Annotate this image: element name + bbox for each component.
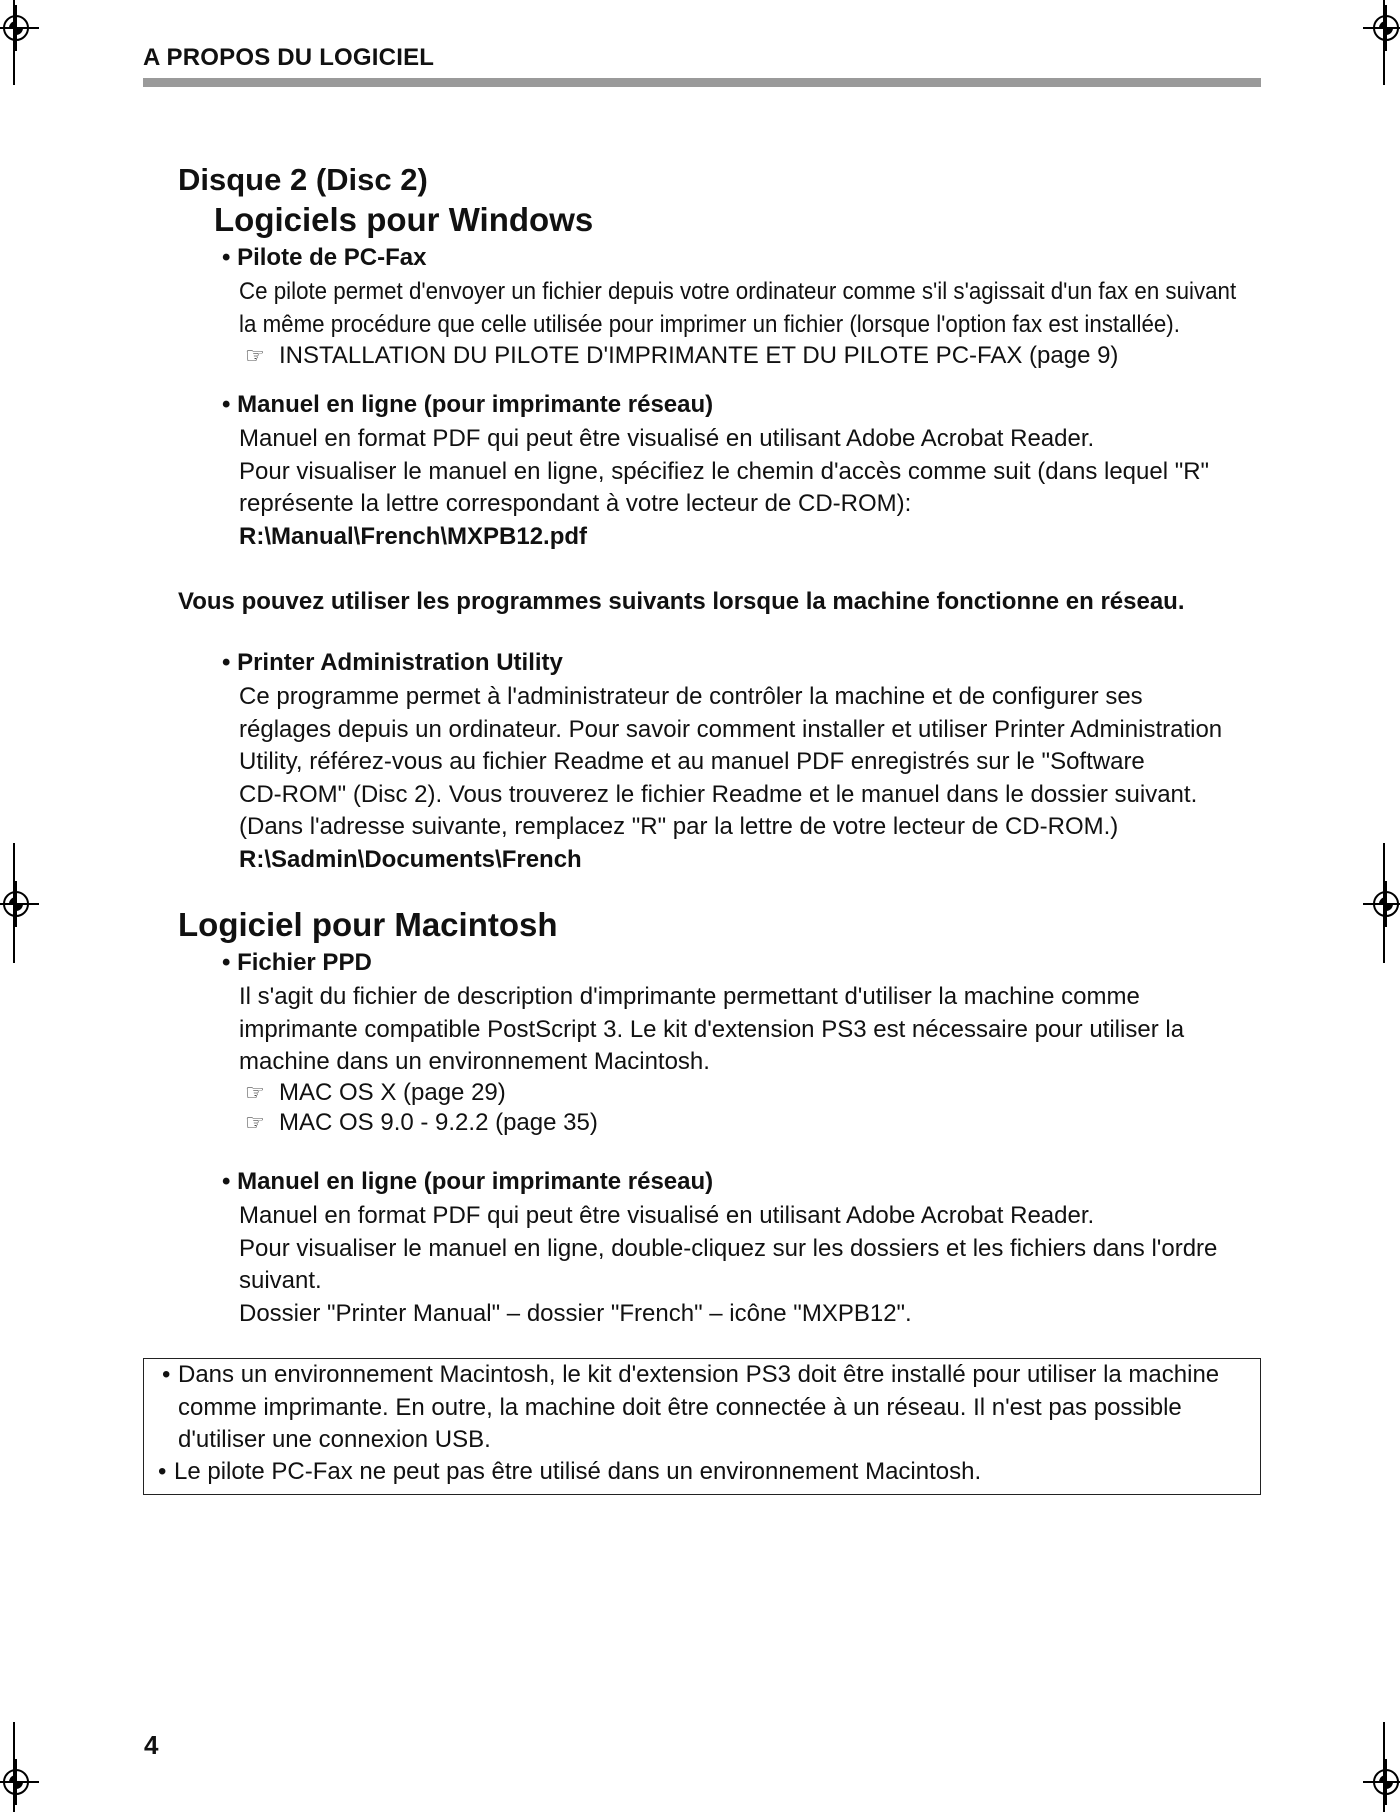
text-line: représente la lettre correspondant à votre lecteur de CD-ROM): — [239, 490, 912, 517]
text-line: Dossier "Printer Manual" – dossier "French" – icône "MXPB12". — [239, 1299, 912, 1327]
reference-text: MAC OS 9.0 - 9.2.2 (page 35) — [279, 1109, 598, 1136]
bullet-title-ppd: • Fichier PPD — [222, 949, 372, 976]
text-line: la même procédure que celle utilisée pour imprimer un fichier (lorsque l'option fax est installée). — [239, 310, 1180, 338]
online-manual-mac-description — [239, 1200, 1217, 1330]
note-bullet: • — [162, 1361, 171, 1388]
ppd-description — [239, 981, 1184, 1079]
note-item-ps3 — [178, 1359, 1219, 1457]
text-line: CD-ROM" (Disc 2). Vous trouverez le fichier Readme et le manuel dans le dossier suivant. — [239, 780, 1198, 808]
text-line: Manuel en format PDF qui peut être visualisé en utilisant Adobe Acrobat Reader. — [239, 425, 1095, 452]
text-line: comme imprimante. En outre, la machine doit être connectée à un réseau. Il n'est pas possible — [178, 1393, 1182, 1421]
bullet-title-pau: • Printer Administration Utility — [222, 649, 563, 676]
section-title-disc2: Disque 2 (Disc 2) — [178, 162, 428, 197]
page-number: 4 — [144, 1730, 159, 1760]
text-line: Le pilote PC-Fax ne peut pas être utilisé dans un environnement Macintosh. — [174, 1458, 982, 1485]
reference-text: INSTALLATION DU PILOTE D'IMPRIMANTE ET DU PILOTE PC-FAX (page 9) — [279, 342, 1119, 369]
section-title-mac: Logiciel pour Macintosh — [178, 906, 558, 943]
text-line: (Dans l'adresse suivante, remplacez "R" par la lettre de votre lecteur de CD-ROM.) — [239, 813, 1119, 840]
reference-hand-icon: ☞ — [245, 1080, 265, 1105]
registration-mark-top-right — [1373, 15, 1399, 41]
registration-mark-top-left — [3, 15, 29, 41]
text-line: Pour visualiser le manuel en ligne, double-cliquez sur les dossiers et les fichiers dans l'ordre — [239, 1234, 1218, 1262]
crop-line — [13, 0, 15, 85]
text-line: réglages depuis un ordinateur. Pour savoir comment installer et utiliser Printer Administration — [239, 715, 1223, 743]
reference-hand-icon: ☞ — [245, 343, 265, 368]
text-line: Il s'agit du fichier de description d'imprimante permettant d'utiliser la machine comme — [239, 983, 1140, 1010]
text-line: Ce pilote permet d'envoyer un fichier depuis votre ordinateur comme s'il s'agissait d'un fax en suivant — [239, 278, 1237, 305]
crop-line — [13, 1722, 15, 1812]
subsection-title-windows: Logiciels pour Windows — [214, 201, 594, 238]
text-line: Pour visualiser le manuel en ligne, spécifiez le chemin d'accès comme suit (dans lequel "R" — [239, 457, 1210, 485]
crop-line — [13, 843, 15, 963]
text-line: machine dans un environnement Macintosh. — [239, 1048, 710, 1075]
text-line: suivant. — [239, 1267, 322, 1294]
reference-text: MAC OS X (page 29) — [279, 1079, 506, 1106]
pcfax-description — [239, 276, 1311, 341]
running-title: A PROPOS DU LOGICIEL — [143, 44, 435, 71]
note-item-pcfax — [174, 1456, 981, 1489]
bullet-title-online-manual-windows: • Manuel en ligne (pour imprimante réseau) — [222, 391, 714, 418]
pau-path: R:\Sadmin\Documents\French — [239, 845, 582, 873]
registration-mark-mid-left — [3, 891, 29, 917]
header-rule — [143, 78, 1261, 87]
registration-mark-bottom-right — [1373, 1769, 1399, 1795]
cross-reference-pcfax[interactable] — [245, 340, 1118, 371]
crop-line — [1383, 1722, 1385, 1812]
note-box — [143, 1358, 1261, 1495]
text-line: Ce programme permet à l'administrateur de contrôler la machine et de configurer ses — [239, 683, 1143, 710]
text-line: Utility, référez-vous au fichier Readme et au manuel PDF enregistrés sur le "Software — [239, 748, 1145, 775]
bullet-title-pcfax: • Pilote de PC-Fax — [222, 244, 427, 271]
text-line: imprimante compatible PostScript 3. Le kit d'extension PS3 est nécessaire pour utiliser la — [239, 1015, 1185, 1043]
crop-line — [1383, 843, 1385, 963]
text-line: Dans un environnement Macintosh, le kit d'extension PS3 doit être installé pour utiliser la machine — [178, 1361, 1220, 1388]
manual-path: R:\Manual\French\MXPB12.pdf — [239, 522, 588, 550]
crop-line — [1383, 0, 1385, 85]
reference-hand-icon: ☞ — [245, 1110, 265, 1135]
online-manual-windows-description — [239, 423, 1209, 553]
pau-description — [239, 681, 1222, 876]
cross-reference-macos9[interactable] — [245, 1107, 598, 1138]
text-line: Manuel en format PDF qui peut être visualisé en utilisant Adobe Acrobat Reader. — [239, 1202, 1095, 1229]
note-bullet: • — [158, 1458, 167, 1485]
text-line: d'utiliser une connexion USB. — [178, 1426, 491, 1453]
bullet-title-online-manual-mac: • Manuel en ligne (pour imprimante réseau) — [222, 1168, 714, 1195]
cross-reference-macosx[interactable] — [245, 1077, 506, 1108]
registration-mark-mid-right — [1373, 891, 1399, 917]
network-intro: Vous pouvez utiliser les programmes suivants lorsque la machine fonctionne en réseau. — [178, 588, 1185, 615]
registration-mark-bottom-left — [3, 1769, 29, 1795]
